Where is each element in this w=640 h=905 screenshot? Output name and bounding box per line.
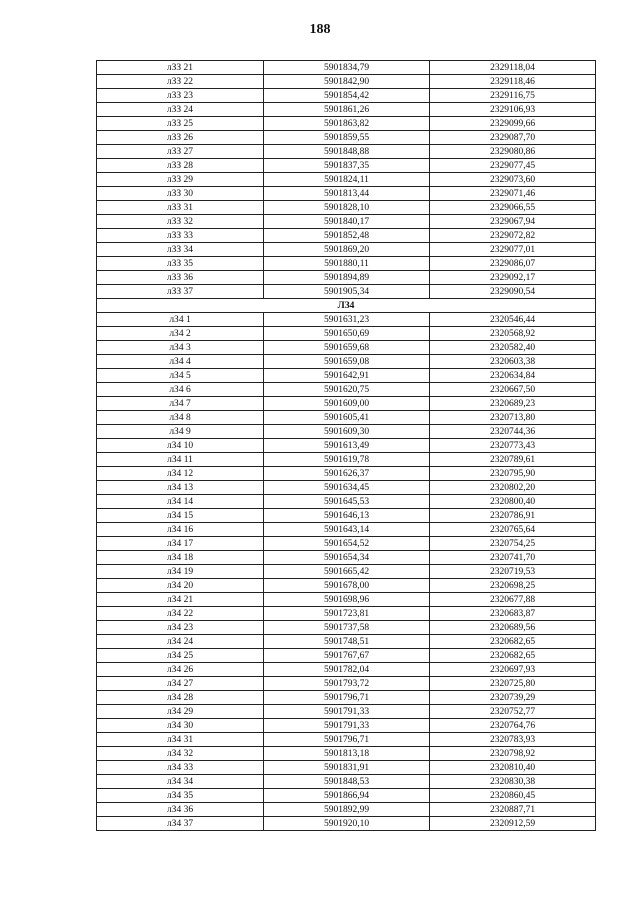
table-row <box>97 89 596 103</box>
point-name-cell: лЗЗ 29 <box>97 173 264 187</box>
x-coordinate-cell: 5901793,72 <box>264 677 430 691</box>
y-coordinate-cell: 2320634,84 <box>430 369 596 383</box>
page-number: 188 <box>309 22 331 37</box>
table-row <box>97 663 596 677</box>
point-name-cell: лЗ4 31 <box>97 733 264 747</box>
table-row <box>97 635 596 649</box>
point-name-cell: лЗ4 13 <box>97 481 264 495</box>
x-coordinate-cell: 5901609,00 <box>264 397 430 411</box>
x-coordinate-cell: 5901620,75 <box>264 383 430 397</box>
y-coordinate-cell: 2320810,40 <box>430 761 596 775</box>
x-coordinate-cell: 5901613,49 <box>264 439 430 453</box>
y-coordinate-cell: 2320795,90 <box>430 467 596 481</box>
x-coordinate-cell: 5901665,42 <box>264 565 430 579</box>
table-row <box>97 537 596 551</box>
table-row <box>97 131 596 145</box>
y-coordinate-cell: 2320697,93 <box>430 663 596 677</box>
x-coordinate-cell: 5901631,23 <box>264 313 430 327</box>
x-coordinate-cell: 5901828,10 <box>264 201 430 215</box>
point-name-cell: лЗ4 16 <box>97 523 264 537</box>
x-coordinate-cell: 5901848,88 <box>264 145 430 159</box>
x-coordinate-cell: 5901791,33 <box>264 705 430 719</box>
point-name-cell: лЗ4 8 <box>97 411 264 425</box>
point-name-cell: лЗ4 12 <box>97 467 264 481</box>
point-name-cell: лЗ4 1 <box>97 313 264 327</box>
x-coordinate-cell: 5901863,82 <box>264 117 430 131</box>
y-coordinate-cell: 2320719,53 <box>430 565 596 579</box>
point-name-cell: лЗ4 33 <box>97 761 264 775</box>
table-row <box>97 271 596 285</box>
table-row <box>97 61 596 75</box>
y-coordinate-cell: 2320725,80 <box>430 677 596 691</box>
table-row <box>97 817 596 831</box>
table-row <box>97 607 596 621</box>
y-coordinate-cell: 2329106,93 <box>430 103 596 117</box>
y-coordinate-cell: 2320603,38 <box>430 355 596 369</box>
y-coordinate-cell: 2320683,87 <box>430 607 596 621</box>
point-name-cell: лЗ4 24 <box>97 635 264 649</box>
y-coordinate-cell: 2329118,46 <box>430 75 596 89</box>
table-row <box>97 285 596 299</box>
y-coordinate-cell: 2320546,44 <box>430 313 596 327</box>
x-coordinate-cell: 5901894,89 <box>264 271 430 285</box>
x-coordinate-cell: 5901654,52 <box>264 537 430 551</box>
point-name-cell: лЗЗ 26 <box>97 131 264 145</box>
y-coordinate-cell: 2320582,40 <box>430 341 596 355</box>
x-coordinate-cell: 5901748,51 <box>264 635 430 649</box>
table-row <box>97 551 596 565</box>
x-coordinate-cell: 5901866,94 <box>264 789 430 803</box>
x-coordinate-cell: 5901645,53 <box>264 495 430 509</box>
point-name-cell: лЗ4 14 <box>97 495 264 509</box>
point-name-cell: лЗЗ 24 <box>97 103 264 117</box>
table-row <box>97 509 596 523</box>
point-name-cell: лЗЗ 31 <box>97 201 264 215</box>
x-coordinate-cell: 5901854,42 <box>264 89 430 103</box>
point-name-cell: лЗ4 7 <box>97 397 264 411</box>
y-coordinate-cell: 2320786,91 <box>430 509 596 523</box>
point-name-cell: лЗ4 20 <box>97 579 264 593</box>
table-row <box>97 145 596 159</box>
point-name-cell: лЗ4 5 <box>97 369 264 383</box>
x-coordinate-cell: 5901861,26 <box>264 103 430 117</box>
x-coordinate-cell: 5901659,68 <box>264 341 430 355</box>
table-row <box>97 733 596 747</box>
table-row <box>97 593 596 607</box>
point-name-cell: лЗ4 19 <box>97 565 264 579</box>
point-name-cell: лЗ4 15 <box>97 509 264 523</box>
y-coordinate-cell: 2320830,38 <box>430 775 596 789</box>
coordinates-table <box>96 60 596 831</box>
point-name-cell: лЗЗ 36 <box>97 271 264 285</box>
y-coordinate-cell: 2320677,88 <box>430 593 596 607</box>
y-coordinate-cell: 2329116,75 <box>430 89 596 103</box>
x-coordinate-cell: 5901659,08 <box>264 355 430 369</box>
coordinates-table-body <box>97 61 596 831</box>
table-row <box>97 341 596 355</box>
point-name-cell: лЗЗ 35 <box>97 257 264 271</box>
table-row <box>97 691 596 705</box>
x-coordinate-cell: 5901791,33 <box>264 719 430 733</box>
table-row <box>97 761 596 775</box>
table-row <box>97 201 596 215</box>
y-coordinate-cell: 2320887,71 <box>430 803 596 817</box>
x-coordinate-cell: 5901678,00 <box>264 579 430 593</box>
x-coordinate-cell: 5901920,10 <box>264 817 430 831</box>
y-coordinate-cell: 2329090,54 <box>430 285 596 299</box>
point-name-cell: лЗЗ 28 <box>97 159 264 173</box>
y-coordinate-cell: 2329080,86 <box>430 145 596 159</box>
y-coordinate-cell: 2329077,01 <box>430 243 596 257</box>
table-row <box>97 579 596 593</box>
table-row <box>97 257 596 271</box>
point-name-cell: лЗ4 25 <box>97 649 264 663</box>
y-coordinate-cell: 2320773,43 <box>430 439 596 453</box>
x-coordinate-cell: 5901831,91 <box>264 761 430 775</box>
table-row <box>97 705 596 719</box>
x-coordinate-cell: 5901869,20 <box>264 243 430 257</box>
point-name-cell: лЗ4 36 <box>97 803 264 817</box>
y-coordinate-cell: 2320741,70 <box>430 551 596 565</box>
point-name-cell: лЗ4 27 <box>97 677 264 691</box>
table-row <box>97 369 596 383</box>
y-coordinate-cell: 2329099,66 <box>430 117 596 131</box>
y-coordinate-cell: 2329066,55 <box>430 201 596 215</box>
y-coordinate-cell: 2329087,70 <box>430 131 596 145</box>
y-coordinate-cell: 2320698,25 <box>430 579 596 593</box>
x-coordinate-cell: 5901782,04 <box>264 663 430 677</box>
y-coordinate-cell: 2329092,17 <box>430 271 596 285</box>
table-row <box>97 789 596 803</box>
table-row <box>97 75 596 89</box>
point-name-cell: лЗ4 18 <box>97 551 264 565</box>
y-coordinate-cell: 2329086,07 <box>430 257 596 271</box>
point-name-cell: лЗЗ 34 <box>97 243 264 257</box>
point-name-cell: лЗ4 30 <box>97 719 264 733</box>
table-row <box>97 383 596 397</box>
table-row <box>97 621 596 635</box>
table-row <box>97 159 596 173</box>
x-coordinate-cell: 5901605,41 <box>264 411 430 425</box>
x-coordinate-cell: 5901837,35 <box>264 159 430 173</box>
point-name-cell: лЗ4 21 <box>97 593 264 607</box>
point-name-cell: лЗЗ 30 <box>97 187 264 201</box>
point-name-cell: лЗ4 35 <box>97 789 264 803</box>
x-coordinate-cell: 5901796,71 <box>264 733 430 747</box>
y-coordinate-cell: 2320912,59 <box>430 817 596 831</box>
x-coordinate-cell: 5901723,81 <box>264 607 430 621</box>
point-name-cell: лЗ4 2 <box>97 327 264 341</box>
y-coordinate-cell: 2320789,61 <box>430 453 596 467</box>
x-coordinate-cell: 5901634,45 <box>264 481 430 495</box>
table-row <box>97 495 596 509</box>
y-coordinate-cell: 2320783,93 <box>430 733 596 747</box>
table-row <box>97 327 596 341</box>
point-name-cell: лЗ4 17 <box>97 537 264 551</box>
point-name-cell: лЗ4 22 <box>97 607 264 621</box>
y-coordinate-cell: 2320798,92 <box>430 747 596 761</box>
table-row <box>97 243 596 257</box>
table-row <box>97 565 596 579</box>
point-name-cell: лЗ4 23 <box>97 621 264 635</box>
x-coordinate-cell: 5901892,99 <box>264 803 430 817</box>
point-name-cell: лЗ4 29 <box>97 705 264 719</box>
x-coordinate-cell: 5901698,96 <box>264 593 430 607</box>
point-name-cell: лЗ4 26 <box>97 663 264 677</box>
y-coordinate-cell: 2320689,23 <box>430 397 596 411</box>
x-coordinate-cell: 5901654,34 <box>264 551 430 565</box>
y-coordinate-cell: 2329073,60 <box>430 173 596 187</box>
point-name-cell: лЗЗ 25 <box>97 117 264 131</box>
y-coordinate-cell: 2320800,40 <box>430 495 596 509</box>
table-row <box>97 467 596 481</box>
table-row <box>97 453 596 467</box>
section-title: ЛЗ4 <box>97 299 596 313</box>
x-coordinate-cell: 5901609,30 <box>264 425 430 439</box>
point-name-cell: лЗ4 32 <box>97 747 264 761</box>
table-row <box>97 103 596 117</box>
point-name-cell: лЗЗ 22 <box>97 75 264 89</box>
x-coordinate-cell: 5901842,90 <box>264 75 430 89</box>
y-coordinate-cell: 2320765,64 <box>430 523 596 537</box>
x-coordinate-cell: 5901880,11 <box>264 257 430 271</box>
table-row <box>97 677 596 691</box>
x-coordinate-cell: 5901650,69 <box>264 327 430 341</box>
x-coordinate-cell: 5901824,11 <box>264 173 430 187</box>
y-coordinate-cell: 2320713,80 <box>430 411 596 425</box>
x-coordinate-cell: 5901840,17 <box>264 215 430 229</box>
point-name-cell: лЗЗ 21 <box>97 61 264 75</box>
x-coordinate-cell: 5901796,71 <box>264 691 430 705</box>
table-row <box>97 397 596 411</box>
x-coordinate-cell: 5901626,37 <box>264 467 430 481</box>
table-row <box>97 747 596 761</box>
x-coordinate-cell: 5901646,13 <box>264 509 430 523</box>
point-name-cell: лЗ4 34 <box>97 775 264 789</box>
table-row <box>97 523 596 537</box>
y-coordinate-cell: 2329072,82 <box>430 229 596 243</box>
point-name-cell: лЗЗ 33 <box>97 229 264 243</box>
y-coordinate-cell: 2320754,25 <box>430 537 596 551</box>
point-name-cell: лЗ4 28 <box>97 691 264 705</box>
point-name-cell: лЗ4 4 <box>97 355 264 369</box>
point-name-cell: лЗ4 37 <box>97 817 264 831</box>
y-coordinate-cell: 2329077,45 <box>430 159 596 173</box>
table-row <box>97 117 596 131</box>
table-row <box>97 775 596 789</box>
y-coordinate-cell: 2320682,65 <box>430 635 596 649</box>
y-coordinate-cell: 2320739,29 <box>430 691 596 705</box>
x-coordinate-cell: 5901643,14 <box>264 523 430 537</box>
y-coordinate-cell: 2320860,45 <box>430 789 596 803</box>
point-name-cell: лЗ4 10 <box>97 439 264 453</box>
section-header-row <box>97 299 596 313</box>
y-coordinate-cell: 2329118,04 <box>430 61 596 75</box>
table-row <box>97 719 596 733</box>
point-name-cell: лЗЗ 32 <box>97 215 264 229</box>
point-name-cell: лЗЗ 27 <box>97 145 264 159</box>
table-row <box>97 439 596 453</box>
y-coordinate-cell: 2320752,77 <box>430 705 596 719</box>
table-row <box>97 355 596 369</box>
x-coordinate-cell: 5901767,67 <box>264 649 430 663</box>
x-coordinate-cell: 5901834,79 <box>264 61 430 75</box>
table-row <box>97 229 596 243</box>
table-row <box>97 803 596 817</box>
y-coordinate-cell: 2329071,46 <box>430 187 596 201</box>
point-name-cell: лЗ4 6 <box>97 383 264 397</box>
table-row <box>97 425 596 439</box>
x-coordinate-cell: 5901852,48 <box>264 229 430 243</box>
x-coordinate-cell: 5901813,18 <box>264 747 430 761</box>
x-coordinate-cell: 5901642,91 <box>264 369 430 383</box>
y-coordinate-cell: 2320764,76 <box>430 719 596 733</box>
point-name-cell: лЗЗ 37 <box>97 285 264 299</box>
y-coordinate-cell: 2320744,36 <box>430 425 596 439</box>
y-coordinate-cell: 2320568,92 <box>430 327 596 341</box>
point-name-cell: лЗ4 3 <box>97 341 264 355</box>
table-row <box>97 411 596 425</box>
table-row <box>97 649 596 663</box>
point-name-cell: лЗЗ 23 <box>97 89 264 103</box>
x-coordinate-cell: 5901859,55 <box>264 131 430 145</box>
table-row <box>97 173 596 187</box>
point-name-cell: лЗ4 9 <box>97 425 264 439</box>
x-coordinate-cell: 5901737,58 <box>264 621 430 635</box>
x-coordinate-cell: 5901619,78 <box>264 453 430 467</box>
table-row <box>97 187 596 201</box>
table-row <box>97 481 596 495</box>
x-coordinate-cell: 5901813,44 <box>264 187 430 201</box>
table-row <box>97 215 596 229</box>
y-coordinate-cell: 2320667,50 <box>430 383 596 397</box>
y-coordinate-cell: 2329067,94 <box>430 215 596 229</box>
x-coordinate-cell: 5901848,53 <box>264 775 430 789</box>
y-coordinate-cell: 2320689,56 <box>430 621 596 635</box>
y-coordinate-cell: 2320682,65 <box>430 649 596 663</box>
point-name-cell: лЗ4 11 <box>97 453 264 467</box>
y-coordinate-cell: 2320802,20 <box>430 481 596 495</box>
table-row <box>97 313 596 327</box>
x-coordinate-cell: 5901905,34 <box>264 285 430 299</box>
